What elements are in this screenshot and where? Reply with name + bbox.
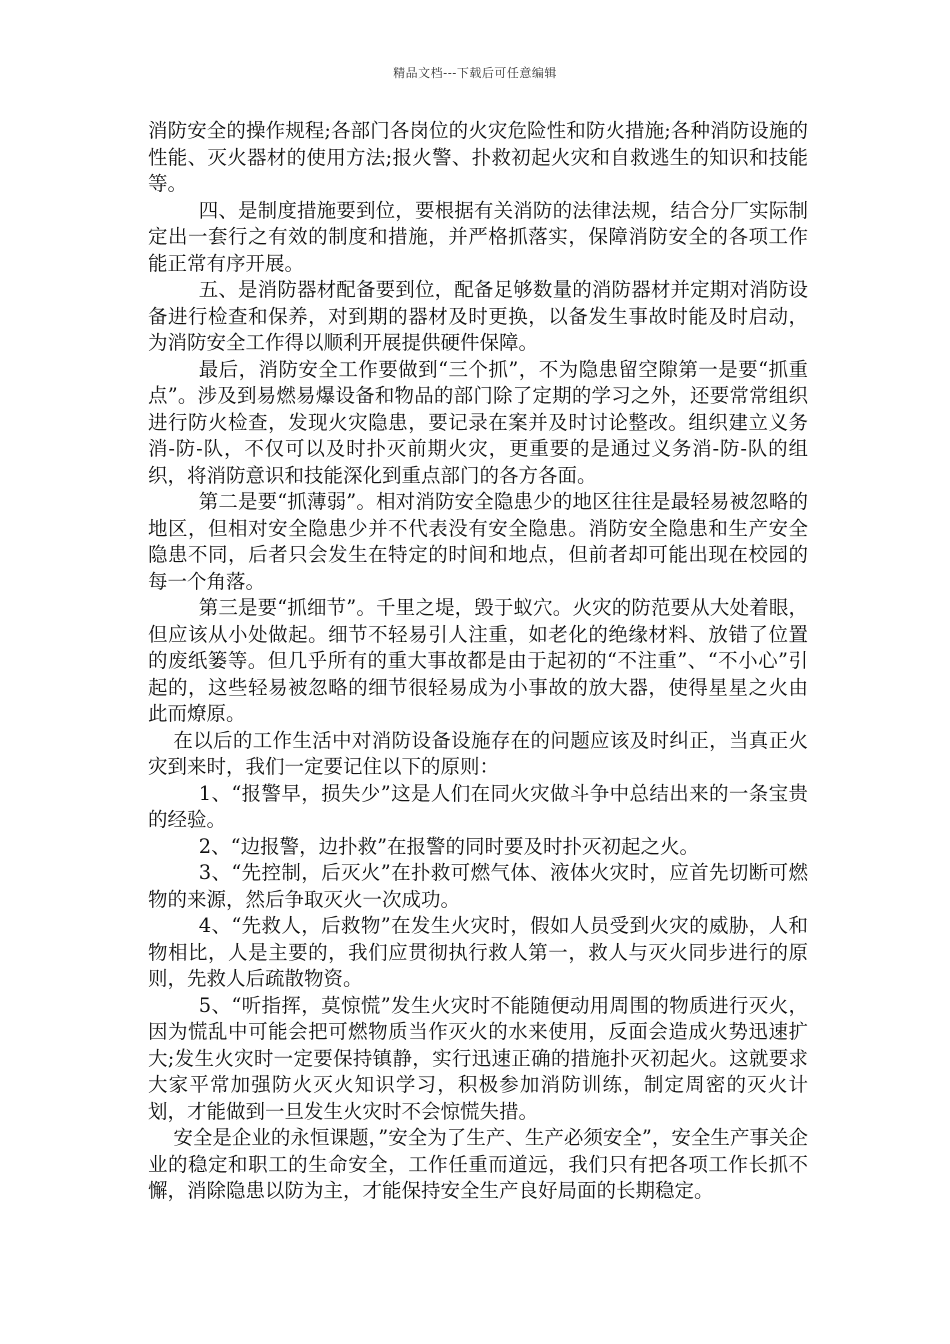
list-item: 1、“报警早，损失少”这是人们在同火灾做斗争中总结出来的一条宝贵的经验。	[148, 781, 808, 831]
paragraph: 消防安全的操作规程;各部门各岗位的火灾危险性和防火措施;各种消防设施的性能、灭火器材的使用方法;报火警、扑救初起火灾和自救逃生的知识和技能等。	[148, 119, 808, 195]
page-header: 精品文档---下载后可任意编辑	[393, 66, 557, 80]
list-item: 5、“听指挥，莫惊慌”发生火灾时不能随便动用周围的物质进行灭火，因为慌乱中可能会把可燃物质当作灭火的水来使用，反面会造成火势迅速扩大;发生火灾时一定要保持镇静，实行迅速正确的措施扑灭初起火。这就要求大家平常加强防火灭火知识学习，积极参加消防训练，制定周密的灭火计划，才能做到一旦发生火灾时不会惊慌失措。	[148, 993, 808, 1123]
paragraph: 五、是消防器材配备要到位，配备足够数量的消防器材并定期对消防设备进行检查和保养，对到期的器材及时更换，以备发生事故时能及时启动，为消防安全工作得以顺利开展提供硬件保障。	[148, 278, 808, 354]
paragraph: 最后，消防安全工作要做到“三个抓”，不为隐患留空隙第一是要“抓重点”。涉及到易燃易爆设备和物品的部门除了定期的学习之外，还要常常组织进行防火检查，发现火灾隐患，要记录在案并及时讨论整改。组织建立义务消-防-队，不仅可以及时扑灭前期火灾，更重要的是通过义务消-防-队的组织，将消防意识和技能深化到重点部门的各方各面。	[148, 357, 808, 487]
paragraph: 安全是企业的永恒课题，”安全为了生产、生产必须安全”，安全生产事关企业的稳定和职工的生命安全，工作任重而道远，我们只有把各项工作长抓不懈，消除隐患以防为主，才能保持安全生产良好局面的长期稳定。	[148, 1126, 808, 1202]
paragraph: 四、是制度措施要到位，要根据有关消防的法律法规，结合分厂实际制定出一套行之有效的制度和措施，并严格抓落实，保障消防安全的各项工作能正常有序开展。	[148, 198, 808, 275]
paragraph: 第二是要“抓薄弱”。相对消防安全隐患少的地区往往是最轻易被忽略的地区，但相对安全隐患少并不代表没有安全隐患。消防安全隐患和生产安全隐患不同，后者只会发生在特定的时间和地点，但前者却可能出现在校园的每一个角落。	[148, 490, 808, 593]
paragraph: 第三是要“抓细节”。千里之堤，毁于蚁穴。火灾的防范要从大处着眼，但应该从小处做起。细节不轻易引人注重，如老化的绝缘材料、放错了位置的废纸篓等。但几乎所有的重大事故都是由于起初的“不注重”、“不小心”引起的，这些轻易被忽略的细节很轻易成为小事故的放大器，使得星星之火由此而燎原。	[148, 596, 808, 725]
list-item: 4、“先救人，后救物”在发生火灾时，假如人员受到火灾的威胁，人和物相比，人是主要的，我们应贯彻执行救人第一，救人与灭火同步进行的原则，先救人后疏散物资。	[148, 914, 808, 990]
list-item: 2、“边报警，边扑救”在报警的同时要及时扑灭初起之火。	[198, 834, 700, 858]
paragraph: 在以后的工作生活中对消防设备设施存在的问题应该及时纠正，当真正火灾到来时，我们一定要记住以下的原则：	[148, 728, 808, 778]
list-item: 3、“先控制，后灭火”在扑救可燃气体、液体火灾时，应首先切断可燃物的来源，然后争取灭火一次成功。	[148, 861, 808, 911]
document-body	[148, 118, 808, 1205]
